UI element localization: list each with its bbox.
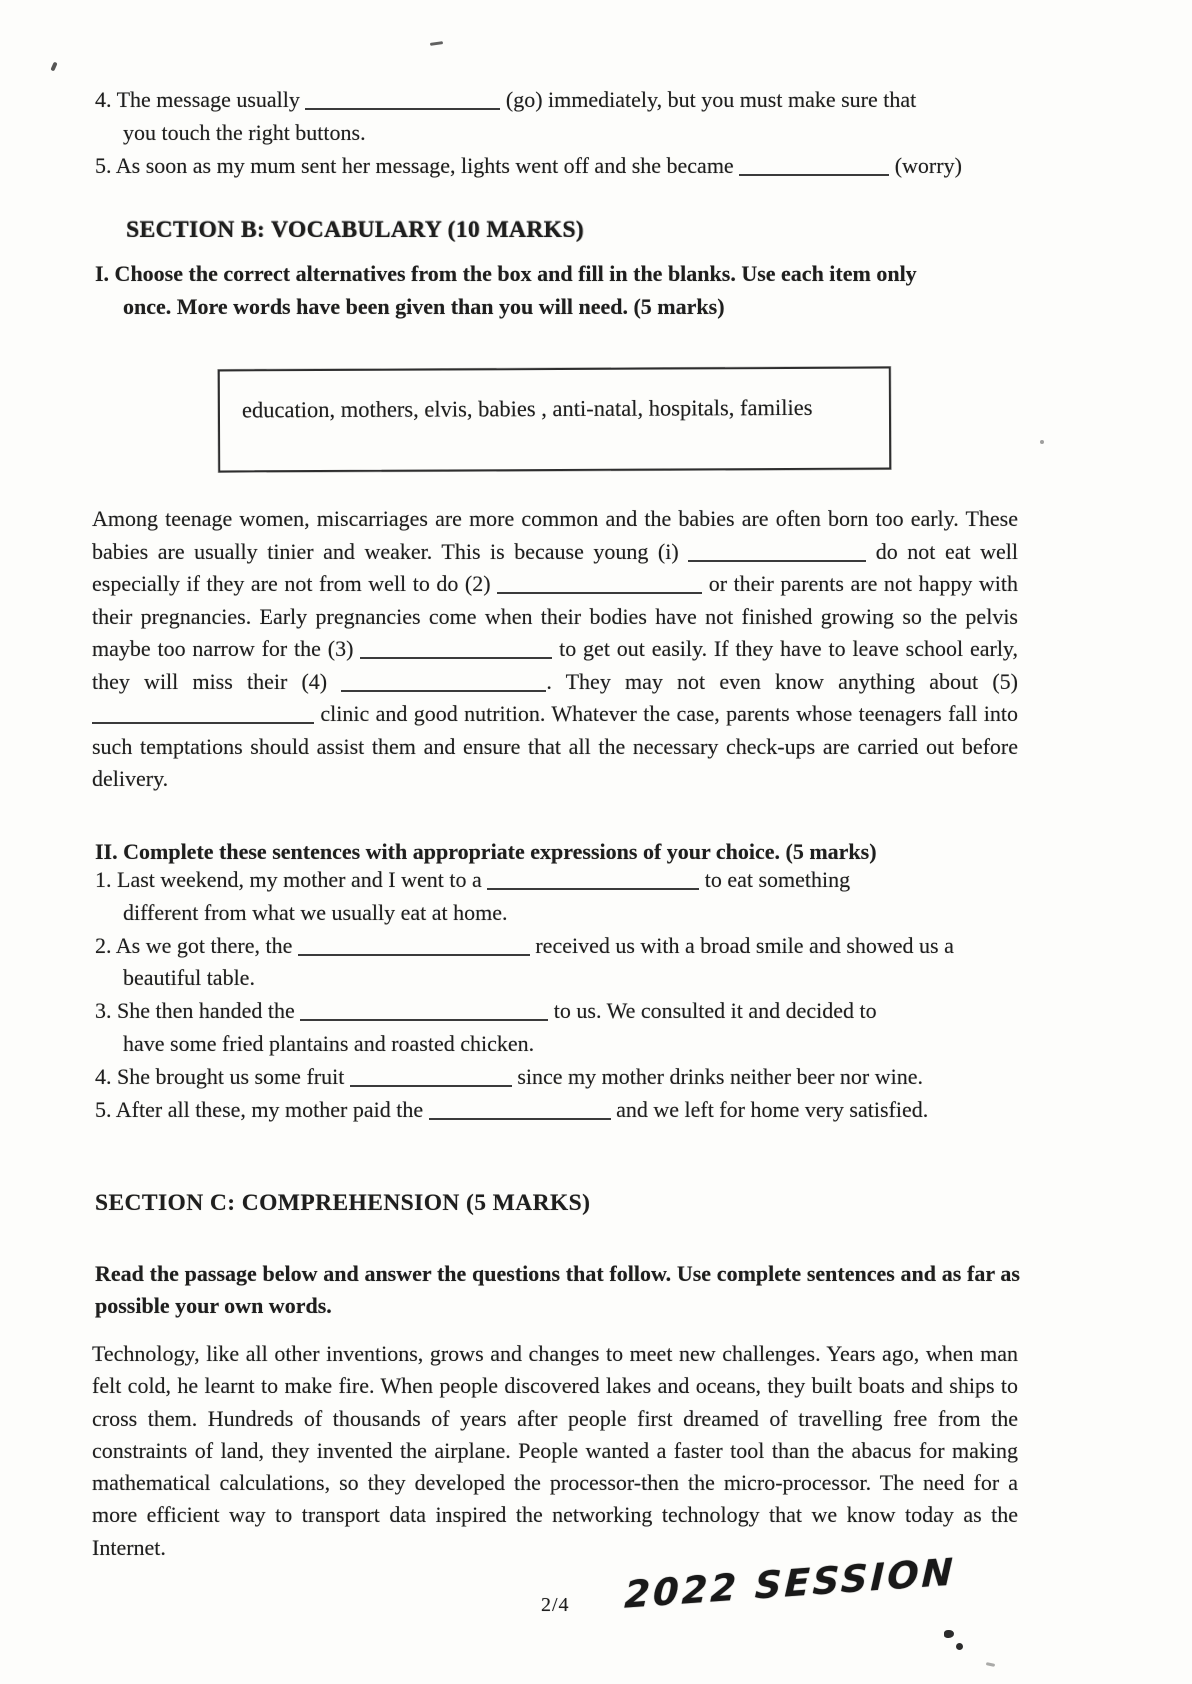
task2-item-2: 2. As we got there, the received us with a broad smile and showed us a beautiful table. [95, 932, 954, 991]
vocabulary-passage: Among teenage women, miscarriages are more common and the babies are often born too early. These babies are usually tinier and weaker. This is because young (i) do not eat well especially if they are not from well to do (2) or their parents are not happy with their pregnancies. Early pregnancies come when their bodies have not finished growing so the pelvis maybe too narrow for the (3) to get out easily. If they have to leave school early, they will miss their (4) . They may not even know anything about (5) clinic and good nutrition. Whatever the case, parents whose teenagers fall into such temptations should assist them and ensure that all the necessary check-ups are carried out before delivery. [92, 506, 1019, 791]
task2-item-list [95, 864, 1035, 1126]
word-box-words: education, mothers, elvis, babies , anti-natal, hospitals, families [241, 394, 813, 423]
reading-passage: Technology, like all other inventions, grows and changes to meet new challenges. Years ago, when man felt cold, he learnt to make fire. When people discovered lakes and oceans, they built boats and ships to cross them. Hundreds of thousands of years after people first dreamed of travelling free from the constraints of land, they invented the airplane. People wanted a faster tool than the abacus for making mathematical calculations, so they developed the processor-then the micro-processor. The need for a more efficient way to transport data inspired the networking technology that we know today as the Internet. [92, 1341, 1018, 1560]
task2-item-4: 4. She brought us some fruit since my mother drinks neither beer nor wine. [95, 1063, 923, 1089]
ink-dot [956, 1643, 963, 1650]
fill-in-blank [300, 1002, 548, 1022]
fill-in-blank [497, 574, 702, 594]
fill-in-blank [350, 1067, 512, 1087]
fill-in-blank [429, 1100, 611, 1120]
task1-instruction: I. Choose the correct alternatives from the box and fill in the blanks. Use each item only once. More words have been given than you will need. (5 marks) [95, 261, 917, 319]
fill-in-blank [739, 156, 889, 176]
fill-in-blank [487, 870, 699, 890]
scan-speck [50, 62, 57, 72]
ink-dot [944, 1630, 954, 1638]
scan-speck [1040, 440, 1044, 444]
task2-item-1: 1. Last weekend, my mother and I went to a to eat something different from what we usually eat at home. [95, 867, 851, 925]
task2-instruction: II. Complete these sentences with appropriate expressions of your choice. (5 marks) [95, 839, 877, 864]
task2-item-3: 3. She then handed the to us. We consulted it and decided to have some fried plantains and roasted chicken. [95, 998, 877, 1056]
vocabulary-word-box [218, 367, 891, 473]
page-number: 2/4 [541, 1594, 570, 1616]
reading-instruction: Read the passage below and answer the questions that follow. Use complete sentences and as far as possible your own words. [95, 1261, 1020, 1318]
section-c-title: SECTION C: COMPREHENSION (5 MARKS) [95, 1190, 591, 1216]
section-b-title: SECTION B: VOCABULARY (10 MARKS) [126, 217, 585, 243]
scan-speck [430, 41, 443, 46]
scan-speck [986, 1662, 995, 1667]
grammar-item-5: 5. As soon as my mum sent her message, lights went off and she became (worry) [95, 153, 962, 178]
fill-in-blank [360, 639, 552, 659]
fill-in-blank [688, 542, 866, 562]
fill-in-blank [298, 936, 530, 956]
fill-in-blank [305, 90, 500, 110]
fill-in-blank [92, 704, 314, 724]
fill-in-blank [341, 672, 546, 692]
session-handwriting: 2022 SESSION [623, 1550, 957, 1617]
task2-item-5: 5. After all these, my mother paid the and we left for home very satisfied. [95, 1096, 929, 1122]
grammar-item-4: 4. The message usually (go) immediately, but you must make sure that you touch the right buttons. [95, 87, 917, 145]
